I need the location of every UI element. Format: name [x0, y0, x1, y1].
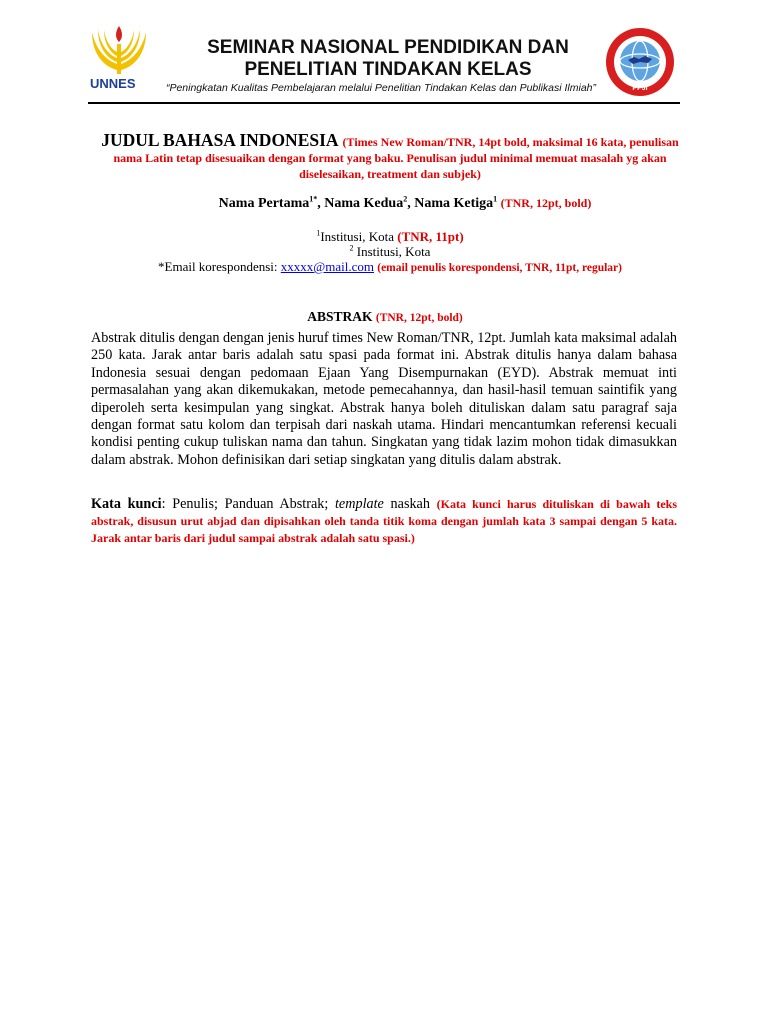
email-label: *Email korespondensi:	[158, 259, 281, 274]
keywords-values: : Penulis; Panduan Abstrak;	[161, 496, 335, 512]
unnes-logo-text: UNNES	[90, 76, 136, 91]
author-1: Nama Pertama	[218, 196, 310, 211]
author-list	[100, 196, 710, 212]
keywords-paragraph	[91, 496, 677, 547]
seminar-title	[178, 37, 598, 81]
paper-title-block	[100, 130, 680, 182]
keywords-label: Kata kunci	[91, 496, 162, 512]
letterhead	[88, 22, 680, 104]
abstract-heading	[100, 309, 670, 325]
correspondence-email-line	[100, 259, 680, 276]
author-separator: ,	[407, 196, 415, 211]
keywords-values-end: naskah	[383, 496, 437, 512]
author-separator: ,	[317, 196, 325, 211]
affiliation-1	[100, 229, 680, 244]
unnes-logo	[88, 24, 150, 98]
author-1-superscript: 1*	[309, 194, 318, 204]
author-format-note: (TNR, 12pt, bold)	[500, 196, 592, 210]
affiliation-1-superscript: 1	[316, 228, 321, 238]
seminar-title-line1: SEMINAR NASIONAL PENDIDIKAN DAN	[207, 37, 569, 58]
abstract-heading-note: (TNR, 12pt, bold)	[375, 312, 463, 324]
affiliation-2	[100, 244, 680, 259]
unnes-emblem-icon	[88, 24, 150, 80]
ppji-logo	[604, 26, 676, 98]
author-3-superscript: 1	[493, 194, 498, 204]
email-link[interactable]: xxxxx@mail.com	[280, 259, 374, 274]
affiliation-2-superscript: 2	[349, 243, 354, 253]
abstract-body: Abstrak ditulis dengan dengan jenis huruf times New Roman/TNR, 12pt. Jumlah kata maksimal adalah 250 kata. Jarak antar baris adalah satu spasi pada format ini. Abstrak ditulis hanya dalam bahasa Indonesia sesuai dengan pedomaan Ejaan Yang Disempurnakan (EYD). Abstrak memuat inti permasalahan yang akan dikemukakan, metode pemecahannya, dan hasil-hasil temuan saintifik yang diperoleh serta kesimpulan yang singkat. Abstrak hanya boleh dituliskan dalam satu paragraf saja dengan format satu kolom dan terpisah dari naskah utama. Hindari mencantumkan referensi kecuali kondisi penting cukup tuliskan nama dan tahun. Singkatan yang tidak lazim mohon tidak dimasukkan dalam abstrak. Mohon definisikan dari setiap singkatan yang ditulis dalam abstrak.	[91, 330, 677, 468]
affiliation-format-note: (TNR, 11pt)	[397, 229, 464, 244]
author-3: Nama Ketiga	[414, 196, 494, 211]
paper-title: JUDUL BAHASA INDONESIA	[101, 130, 339, 150]
abstract-heading-text: ABSTRAK	[307, 309, 373, 324]
email-format-note: (email penulis korespondensi, TNR, 11pt, regular)	[377, 262, 622, 274]
seminar-title-line2: PENELITIAN TINDAKAN KELAS	[244, 59, 532, 80]
ppji-logo-text: PPJI	[632, 85, 648, 92]
affiliation-1-text: Institusi, Kota	[320, 229, 394, 244]
keywords-format-note: (Kata kunci harus dituliskan di bawah teks abstrak, disusun urut abjad dan dipisahkan oleh tanda titik koma dengan jumlah kata 3 sampai dengan 5 kata. Jarak antar baris dari judul sampai abstrak adalah satu spasi.)	[91, 497, 677, 545]
keywords-italic-term: template	[334, 496, 384, 512]
affiliation-2-text: Institusi, Kota	[356, 244, 431, 259]
seminar-tagline: “Peningkatan Kualitas Pembelajaran melalui Penelitian Tindakan Kelas dan Publikasi Ilmiah”	[165, 82, 597, 94]
affiliations	[100, 229, 680, 276]
paper-title-note: (Times New Roman/TNR, 14pt bold, maksimal 16 kata, penulisan nama Latin tetap disesuaikan dengan format yang baku. Penulisan judul minimal memuat masalah yg akan diselesaikan, treatment dan subjek)	[113, 135, 679, 181]
author-2-superscript: 2	[403, 194, 408, 204]
author-2: Nama Kedua	[324, 196, 404, 211]
ppji-globe-icon	[604, 26, 676, 98]
